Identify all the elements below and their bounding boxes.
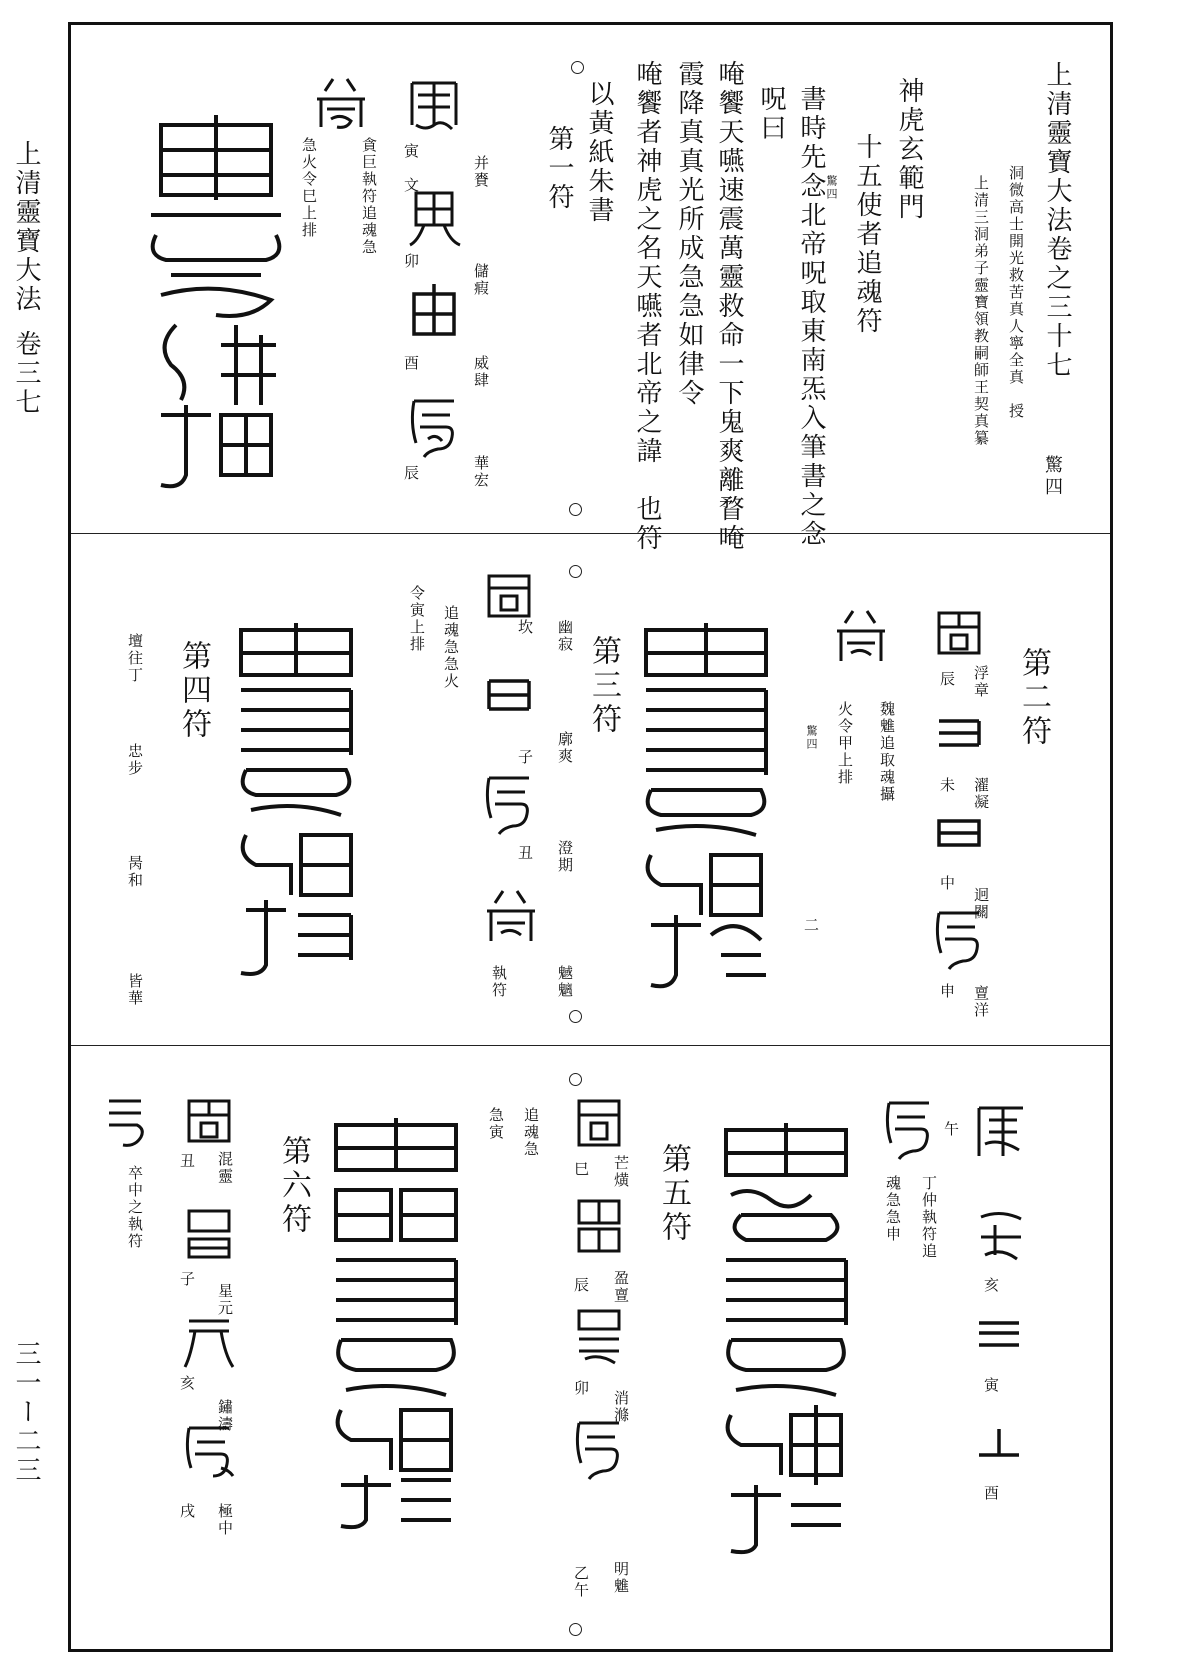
fu4-note: 皆華 xyxy=(126,973,144,1007)
talisman-glyph xyxy=(103,1095,147,1151)
talisman-glyph xyxy=(406,185,462,249)
book-title: 上清靈寶大法 xyxy=(11,140,41,314)
fu6-note: 卒中之執符 xyxy=(126,1165,144,1250)
fu5-note: 酉 xyxy=(982,1485,1000,1502)
talisman-glyph xyxy=(571,1415,627,1481)
fu2-note: 二 xyxy=(802,917,820,934)
credit-compiler: 上清三洞弟子靈寶領教嗣師王契真纂 xyxy=(972,175,990,447)
fu1-note: 儲瘕 xyxy=(472,263,490,297)
subheading-note: 驚四 xyxy=(825,175,838,201)
talisman-glyph xyxy=(971,1100,1031,1162)
fu2-note: 未 xyxy=(938,777,956,794)
fu3-note: 執符 xyxy=(490,965,508,999)
body-line-6: 以黃紙朱書 xyxy=(584,80,614,225)
fu5-title: 第五符 xyxy=(656,1143,691,1245)
talisman-glyph xyxy=(931,715,987,751)
fu5-note: 消滌 xyxy=(612,1390,630,1424)
body-line-2: 呪曰 xyxy=(756,85,786,143)
talisman-glyph xyxy=(931,905,987,971)
fu5-note: 芒熿 xyxy=(612,1155,630,1189)
talisman-glyph xyxy=(481,770,537,836)
section-mark-circle xyxy=(569,503,582,516)
juan-mark: 驚四 xyxy=(1042,455,1063,499)
fu5-note: 亥 xyxy=(982,1277,1000,1294)
section-subheading: 十五使者追魂符 xyxy=(852,133,882,336)
fu6-note: 鏽濤 xyxy=(216,1399,234,1433)
section-mark-circle xyxy=(569,1073,582,1086)
fu2-note: 浮章 xyxy=(972,665,990,699)
fu1-note: 并賚 xyxy=(472,155,490,189)
fu6-note: 極中 xyxy=(216,1503,234,1537)
body-line-4: 霞降真真光所成急急如律令 xyxy=(674,60,704,408)
fu3-note: 幽寂 xyxy=(556,619,574,653)
talisman-main xyxy=(631,615,781,995)
section-mark-circle xyxy=(569,1623,582,1636)
talisman-glyph xyxy=(481,570,537,622)
fu5-note: 巳 xyxy=(572,1161,590,1178)
fu3-note: 子 xyxy=(516,749,534,766)
fu3-note: 丑 xyxy=(516,845,534,862)
divider-upper xyxy=(71,533,1110,534)
fu6-title: 第六符 xyxy=(276,1135,311,1237)
fu1-note: 急火令巳上排 xyxy=(300,137,318,239)
body-line-1: 書時先念北帝呪取東南炁入筆書之念 xyxy=(796,85,826,549)
fu5-note: 午 xyxy=(942,1121,960,1138)
credit-transmitter: 洞微高士開光救苦真人寧全真 授 xyxy=(1007,165,1025,420)
fu1-note: 辰 xyxy=(402,465,420,482)
talisman-glyph xyxy=(181,1420,237,1482)
fu5-note: 魂急急申 xyxy=(884,1175,902,1243)
fu1-note: 貪巨執符追魂急 xyxy=(360,137,378,256)
fu2-note: 亶洋 xyxy=(972,985,990,1019)
body-line-3: 唵饗天嚥速震萬靈救命一下鬼爽離瞀唵 xyxy=(714,60,744,553)
talisman-glyph xyxy=(971,1315,1027,1351)
talisman-glyph xyxy=(481,675,537,715)
fu5-note: 追魂急 xyxy=(522,1107,540,1158)
fu6-note: 亥 xyxy=(178,1375,196,1392)
talisman-glyph xyxy=(571,1095,627,1153)
fu1-note: 寅 文 xyxy=(402,143,420,194)
talisman-main xyxy=(321,1110,471,1530)
fu2-note: 辰 xyxy=(938,671,956,688)
fu3-note: 令寅上排 xyxy=(408,585,426,653)
fu1-note: 卯 xyxy=(402,253,420,270)
section-mark-circle xyxy=(569,1010,582,1023)
talisman-main xyxy=(711,1115,861,1555)
talisman-glyph xyxy=(181,1315,237,1371)
fu2-note: 申 xyxy=(938,983,956,1000)
fu5-note: 卯 xyxy=(572,1380,590,1397)
fu5-note: 辰 xyxy=(572,1277,590,1294)
talisman-glyph xyxy=(406,75,462,133)
fu1-title: 第一符 xyxy=(544,125,574,212)
fu3-note: 魊魑 xyxy=(556,965,574,999)
fu2-note: 中 xyxy=(938,875,956,892)
fu4-note: 昺和 xyxy=(126,855,144,889)
section-mark-circle xyxy=(571,61,584,74)
talisman-glyph xyxy=(481,885,541,947)
talisman-glyph xyxy=(406,393,462,463)
talisman-glyph xyxy=(181,1205,237,1261)
talisman-glyph xyxy=(406,280,462,340)
talisman-glyph xyxy=(971,1425,1027,1465)
fu1-note: 威肆 xyxy=(472,355,490,389)
body-line-5: 唵饗者神虎之名天嚥者北帝之諱 也符 xyxy=(632,60,662,553)
fu3-note: 澄期 xyxy=(556,840,574,874)
page-number: 三一ー二三 xyxy=(11,1340,41,1485)
fu2-title: 第二符 xyxy=(1016,647,1051,749)
fu6-note: 戌 xyxy=(178,1503,196,1520)
section-heading: 神虎玄範門 xyxy=(894,77,924,222)
fu2-note: 火令甲上排 xyxy=(836,701,854,786)
fu2-note: 魏魋追取魂攝 xyxy=(878,701,896,803)
fu5-note: 乙午 xyxy=(572,1565,590,1599)
talisman-glyph xyxy=(181,1093,237,1149)
fu6-note: 子 xyxy=(178,1271,196,1288)
fu3-note: 追魂急急火 xyxy=(442,605,460,690)
fu2-note: 迥關 xyxy=(972,887,990,921)
fu6-note: 星元 xyxy=(216,1283,234,1317)
fu1-note: 酉 xyxy=(402,355,420,372)
fu4-note: 忠步 xyxy=(126,743,144,777)
fu3-note: 坎 xyxy=(516,619,534,636)
fu6-note: 混靈 xyxy=(216,1151,234,1185)
talisman-glyph xyxy=(931,815,987,851)
talisman-glyph xyxy=(311,73,371,133)
fu3-title: 第三符 xyxy=(586,635,621,737)
page-frame xyxy=(68,22,1113,1652)
volume-label: 卷三七 xyxy=(11,330,41,417)
fu5-note: 丁仲執符追 xyxy=(920,1175,938,1260)
fu4-note: 壇往丁 xyxy=(126,633,144,684)
talisman-glyph xyxy=(571,1195,627,1255)
fu2-note: 驚四 xyxy=(805,725,818,751)
talisman-glyph xyxy=(931,605,987,661)
fu5-note: 寅 xyxy=(982,1377,1000,1394)
talisman-main xyxy=(141,105,291,495)
talisman-main xyxy=(226,615,366,985)
fu5-note: 明魋 xyxy=(612,1561,630,1595)
talisman-glyph xyxy=(881,1095,937,1161)
fu2-note: 濯凝 xyxy=(972,777,990,811)
fu6-note: 丑 xyxy=(178,1153,196,1170)
section-mark-circle xyxy=(569,565,582,578)
fu1-note: 華宏 xyxy=(472,455,490,489)
divider-lower xyxy=(71,1045,1110,1046)
fu4-title: 第四符 xyxy=(176,640,211,742)
fu5-note: 盈亶 xyxy=(612,1270,630,1304)
fu3-note: 廓爽 xyxy=(556,731,574,765)
talisman-glyph xyxy=(971,1205,1031,1265)
fu5-note: 急寅 xyxy=(487,1107,505,1141)
talisman-glyph xyxy=(831,605,891,667)
talisman-glyph xyxy=(571,1305,627,1365)
juan-title: 上清靈寶大法卷之三十七 xyxy=(1042,61,1072,380)
